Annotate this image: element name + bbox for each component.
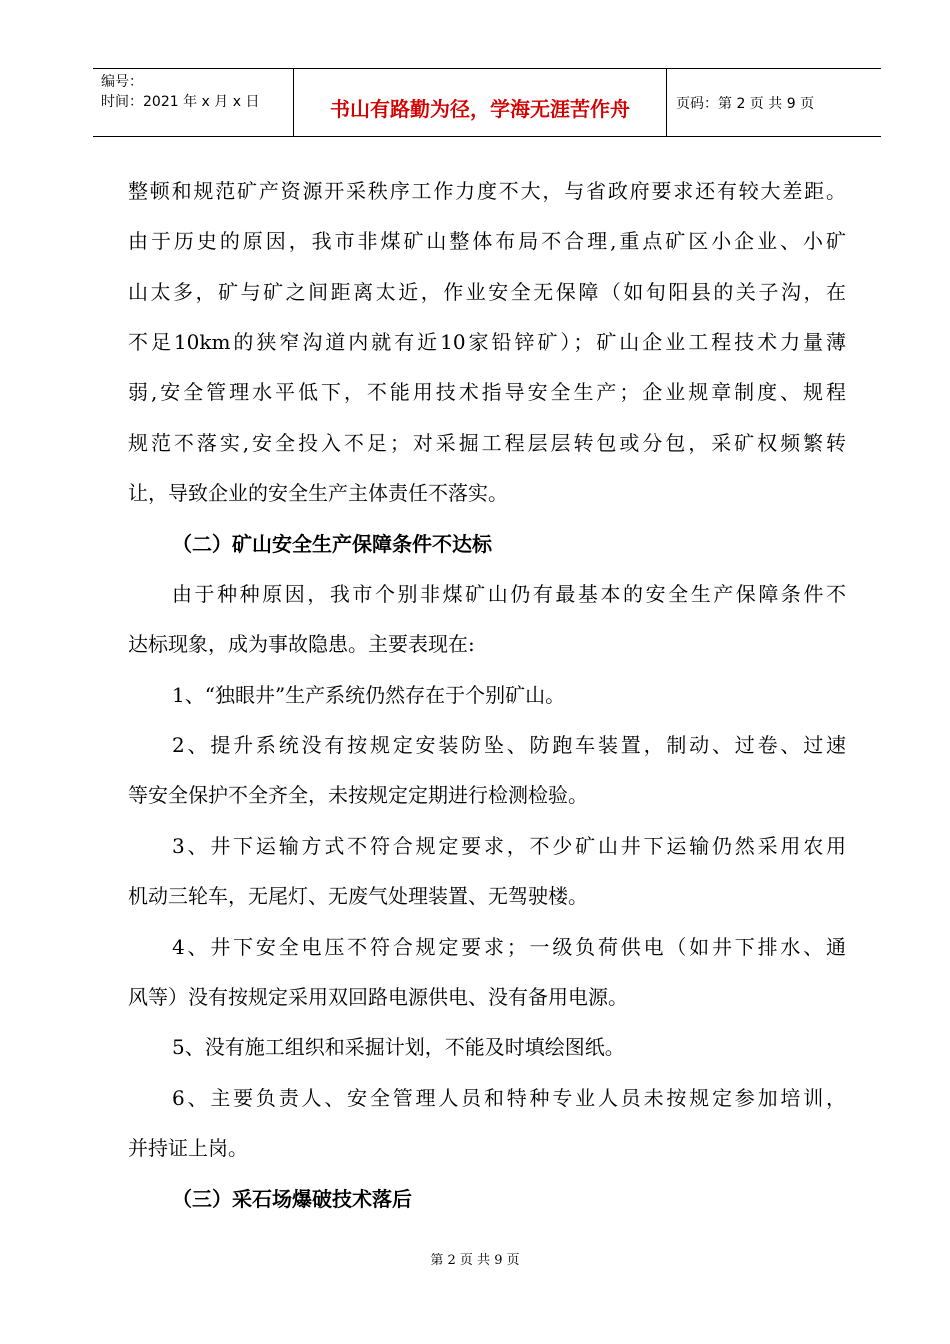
- paragraph-line: 整顿和规范矿产资源开采秩序工作力度不大，与省政府要求还有较大差距。: [128, 179, 846, 203]
- header-meta-cell: [93, 69, 293, 136]
- section-heading: （三）采石场爆破技术落后: [172, 1187, 412, 1211]
- paragraph-line: 让，导致企业的安全生产主体责任不落实。: [128, 481, 508, 505]
- document-number-label: 编号：: [101, 74, 143, 90]
- header-motto-cell: [293, 69, 667, 136]
- page-footer: 第 2 页 共 9 页: [430, 1253, 520, 1268]
- list-item: 4、井下安全电压不符合规定要求；一级负荷供电（如井下排水、通: [172, 935, 846, 959]
- document-header: [93, 68, 881, 137]
- list-item: 6、主要负责人、安全管理人员和特种专业人员未按规定参加培训，: [172, 1086, 846, 1110]
- list-item: 1、“独眼井”生产系统仍然存在于个别矿山。: [172, 683, 566, 707]
- paragraph-line: 弱,安全管理水平低下，不能用技术指导安全生产；企业规章制度、规程: [128, 380, 846, 404]
- paragraph-line: 由于种种原因，我市个别非煤矿山仍有最基本的安全生产保障条件不: [172, 582, 846, 606]
- list-item-continuation: 等安全保护不全齐全，未按规定定期进行检测检验。: [128, 783, 588, 807]
- list-item: 5、没有施工组织和采掘计划，不能及时填绘图纸。: [172, 1035, 625, 1059]
- list-item-continuation: 机动三轮车，无尾灯、无废气处理装置、无驾驶楼。: [128, 884, 588, 908]
- paragraph-line: 不足10km的狭窄沟道内就有近10家铅锌矿）；矿山企业工程技术力量薄: [128, 330, 846, 354]
- paragraph-line: 达标现象，成为事故隐患。主要表现在:: [128, 632, 475, 656]
- document-date-label: 时间：2021 年 x 月 x 日: [101, 94, 260, 110]
- section-heading: （二）矿山安全生产保障条件不达标: [172, 532, 492, 556]
- list-item: 2、提升系统没有按规定安装防坠、防跑车装置，制动、过卷、过速: [172, 733, 846, 757]
- paragraph-line: 规范不落实,安全投入不足；对采掘工程层层转包或分包，采矿权频繁转: [128, 431, 846, 455]
- header-page-info: 页码：第 2 页 共 9 页: [676, 96, 815, 112]
- header-motto: 书山有路勤为径，学海无涯苦作舟: [330, 97, 630, 121]
- list-item: 3、井下运输方式不符合规定要求，不少矿山井下运输仍然采用农用: [172, 834, 846, 858]
- header-page-cell: [666, 69, 881, 136]
- paragraph-line: 山太多，矿与矿之间距离太近，作业安全无保障（如旬阳县的关子沟，在: [128, 280, 846, 304]
- list-item-continuation: 并持证上岗。: [128, 1136, 248, 1160]
- list-item-continuation: 风等）没有按规定采用双回路电源供电、没有备用电源。: [128, 985, 628, 1009]
- paragraph-line: 由于历史的原因，我市非煤矿山整体布局不合理,重点矿区小企业、小矿: [128, 229, 846, 253]
